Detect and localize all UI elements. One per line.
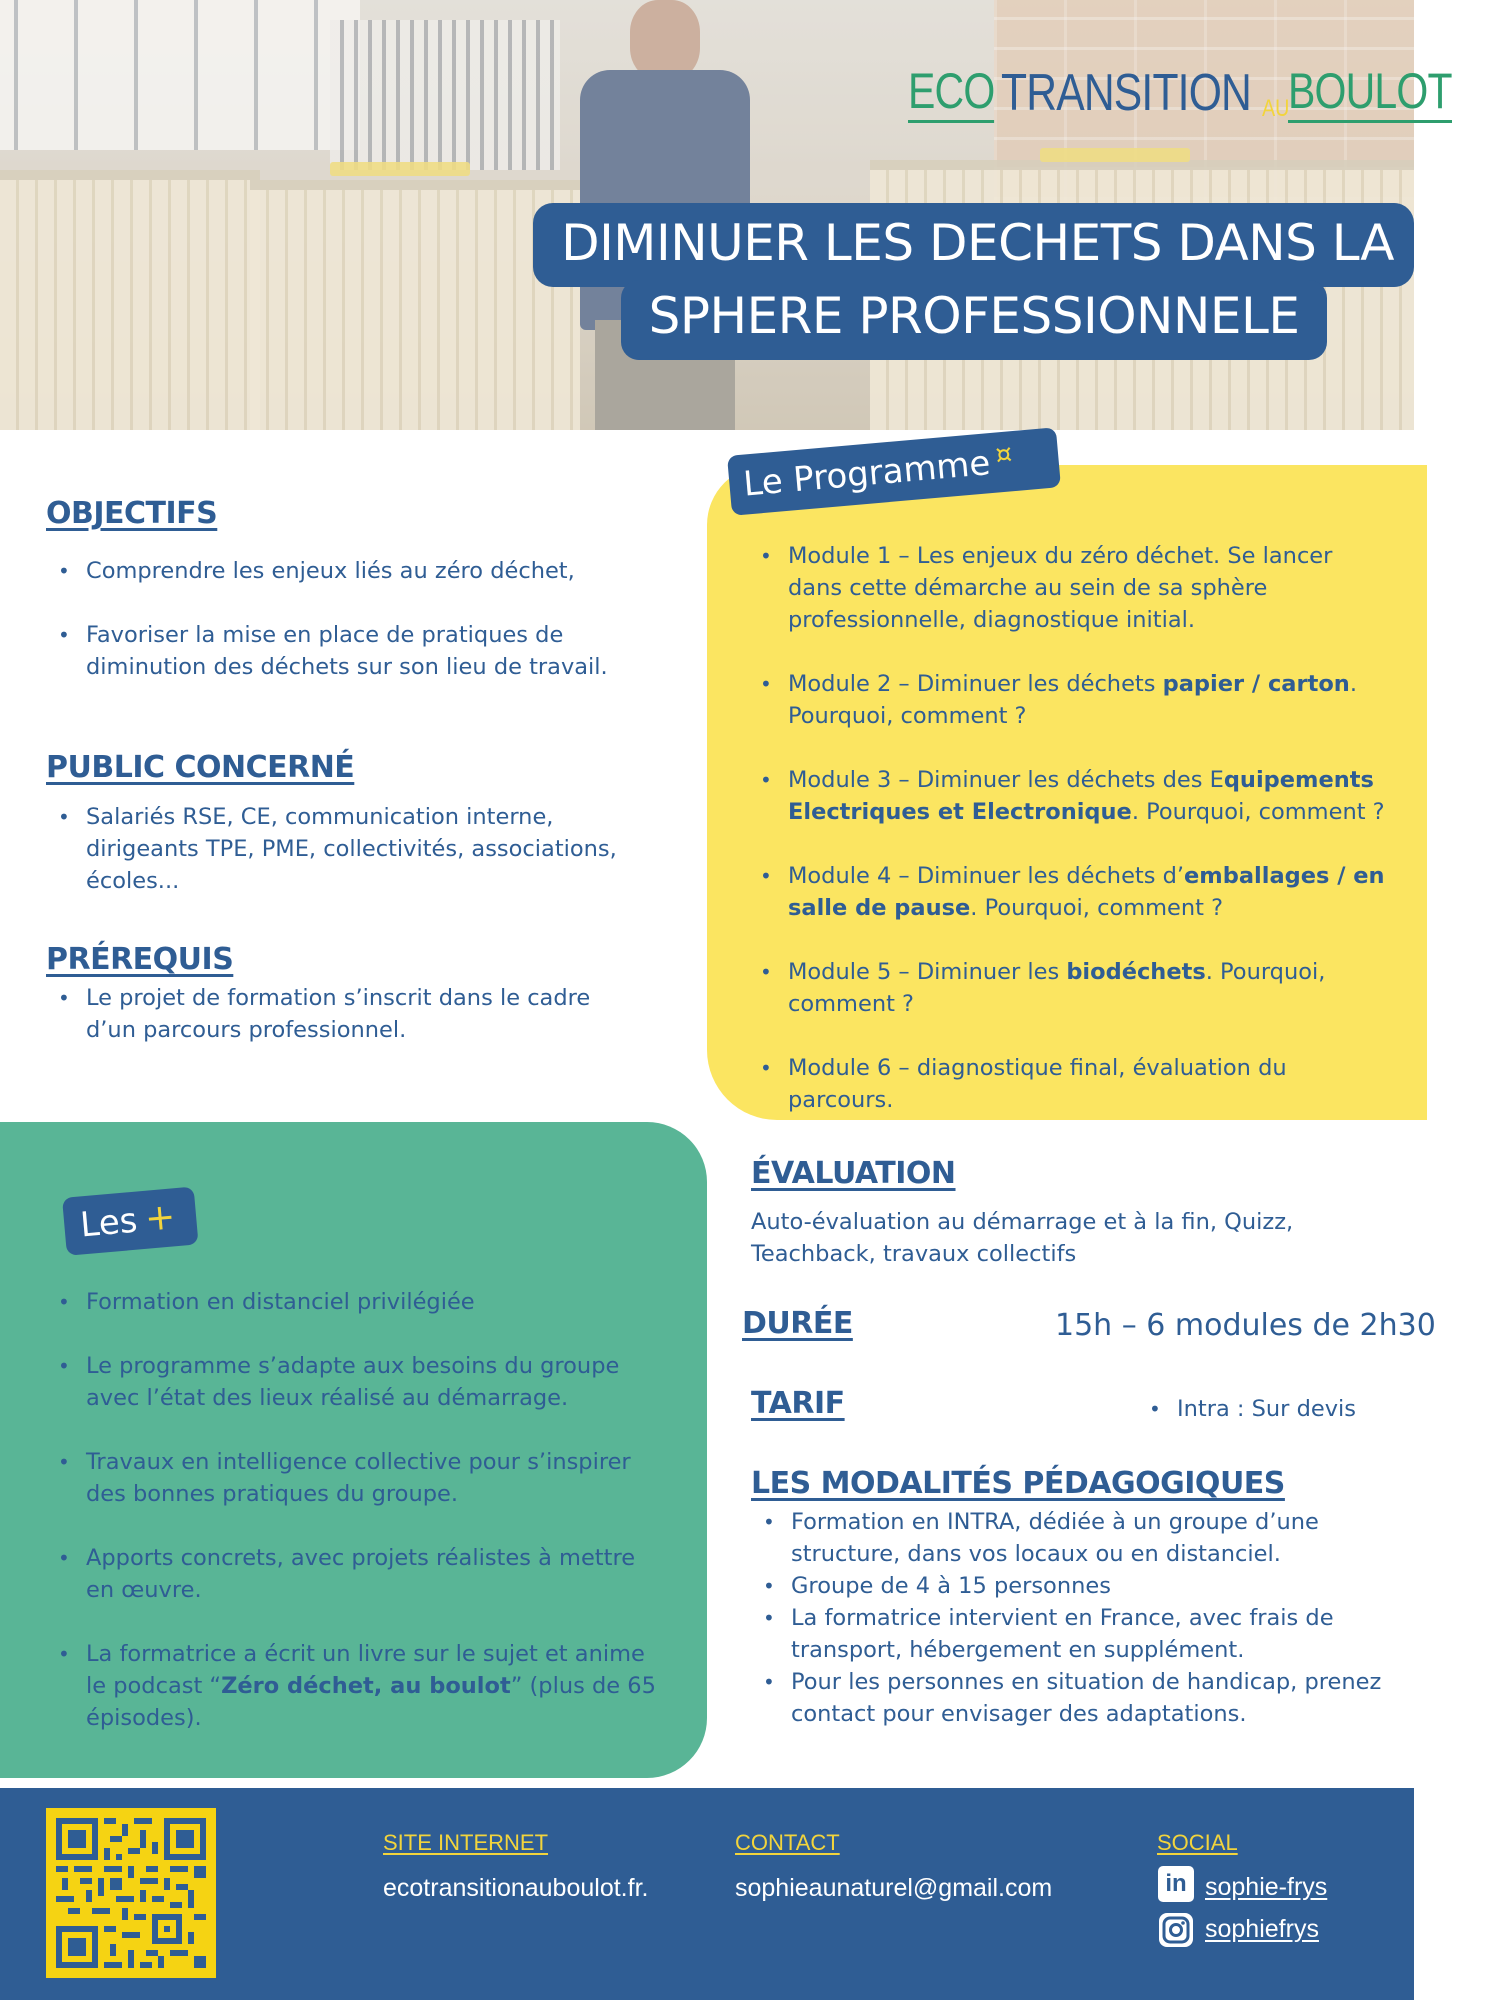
objectifs-heading: OBJECTIFS — [46, 496, 218, 531]
module-item: • Module 3 – Diminuer les déchets des Equipements Electriques et Electronique. Pourquoi, comment ? — [748, 764, 1388, 828]
prerequis-list — [46, 982, 646, 1046]
site-link[interactable]: ecotransitionauboulot.fr. — [383, 1874, 649, 1902]
list-item: • Pour les personnes en situation de handicap, prenez contact pour envisager des adaptations. — [751, 1666, 1391, 1730]
brand-logo — [908, 62, 1487, 132]
public-heading: PUBLIC CONCERNÉ — [46, 750, 355, 785]
list-item: • Groupe de 4 à 15 personnes — [751, 1570, 1391, 1602]
list-item: • La formatrice intervient en France, avec frais de transport, hébergement en supplément. — [751, 1602, 1391, 1666]
module-item: • Module 4 – Diminuer les déchets d’emballages / en salle de pause. Pourquoi, comment ? — [748, 860, 1388, 924]
list-item: • Le projet de formation s’inscrit dans le cadre d’un parcours professionnel. — [46, 982, 646, 1046]
site-heading: SITE INTERNET — [383, 1830, 549, 1855]
programme-tag-label: Le Programme — [741, 443, 992, 505]
linkedin-icon: in — [1158, 1866, 1194, 1902]
plus-list — [46, 1286, 666, 1734]
instagram-icon — [1158, 1912, 1194, 1948]
list-item: • La formatrice a écrit un livre sur le sujet et anime le podcast “Zéro déchet, au boulot” (plus de 65 épisodes). — [46, 1638, 666, 1734]
page-title-line1: DIMINUER LES DECHETS DANS LA — [533, 203, 1414, 287]
sparkle-icon: ¤ — [994, 439, 1014, 471]
tarif-heading: TARIF — [751, 1386, 845, 1421]
plus-tag-label: Les — [78, 1200, 139, 1246]
modalites-heading: LES MODALITÉS PÉDAGOGIQUES — [751, 1466, 1285, 1501]
logo-au: AU — [1262, 95, 1290, 122]
instagram-link[interactable]: sophiefrys — [1205, 1915, 1319, 1943]
page-title-line2: SPHERE PROFESSIONNELE — [621, 280, 1327, 360]
logo-boulot: BOULOT — [1288, 62, 1452, 123]
tarif-list — [1137, 1393, 1407, 1425]
evaluation-heading: ÉVALUATION — [751, 1156, 956, 1191]
evaluation-text: Auto-évaluation au démarrage et à la fin, Quizz, Teachback, travaux collectifs — [751, 1209, 1294, 1267]
module-item: • Module 6 – diagnostique final, évaluation du parcours. — [748, 1052, 1388, 1116]
objectifs-list — [46, 555, 646, 683]
list-item: • Comprendre les enjeux liés au zéro déchet, — [46, 555, 646, 587]
list-item: • Intra : Sur devis — [1137, 1393, 1407, 1425]
list-item: • Le programme s’adapte aux besoins du groupe avec l’état des lieux réalisé au démarrage. — [46, 1350, 666, 1414]
contact-heading: CONTACT — [735, 1830, 840, 1855]
programme-list — [748, 540, 1388, 1116]
list-item: • Formation en distanciel privilégiée — [46, 1286, 666, 1318]
module-item: • Module 2 – Diminuer les déchets papier / carton. Pourquoi, comment ? — [748, 668, 1388, 732]
qr-code-icon — [56, 1818, 206, 1968]
list-item: • Salariés RSE, CE, communication interne, dirigeants TPE, PME, collectivités, associations, écoles... — [46, 801, 646, 897]
linkedin-link[interactable]: sophie-frys — [1205, 1873, 1328, 1901]
list-item: • Favoriser la mise en place de pratiques de diminution des déchets sur son lieu de travail. — [46, 619, 646, 683]
public-list — [46, 801, 646, 897]
logo-transition: TRANSITION — [1001, 64, 1252, 122]
contact-email[interactable]: sophieaunaturel@gmail.com — [735, 1874, 1053, 1902]
logo-eco: ECO — [908, 62, 994, 123]
module-item: • Module 1 – Les enjeux du zéro déchet. Se lancer dans cette démarche au sein de sa sphère professionnelle, diagnostique initial. — [748, 540, 1388, 636]
module-item: • Module 5 – Diminuer les biodéchets. Pourquoi, comment ? — [748, 956, 1388, 1020]
duree-value: 15h – 6 modules de 2h30 — [1055, 1308, 1436, 1343]
plus-tag — [62, 1186, 199, 1255]
plus-icon: + — [143, 1196, 178, 1240]
list-item: • Apports concrets, avec projets réalistes à mettre en œuvre. — [46, 1542, 666, 1606]
list-item: • Travaux en intelligence collective pour s’inspirer des bonnes pratiques du groupe. — [46, 1446, 666, 1510]
prerequis-heading: PRÉREQUIS — [46, 942, 234, 977]
list-item: • Formation en INTRA, dédiée à un groupe d’une structure, dans vos locaux ou en distanciel. — [751, 1506, 1391, 1570]
qr-code[interactable] — [46, 1808, 216, 1978]
social-heading: SOCIAL — [1157, 1830, 1238, 1855]
modalites-list — [751, 1506, 1391, 1730]
duree-heading: DURÉE — [742, 1306, 853, 1341]
